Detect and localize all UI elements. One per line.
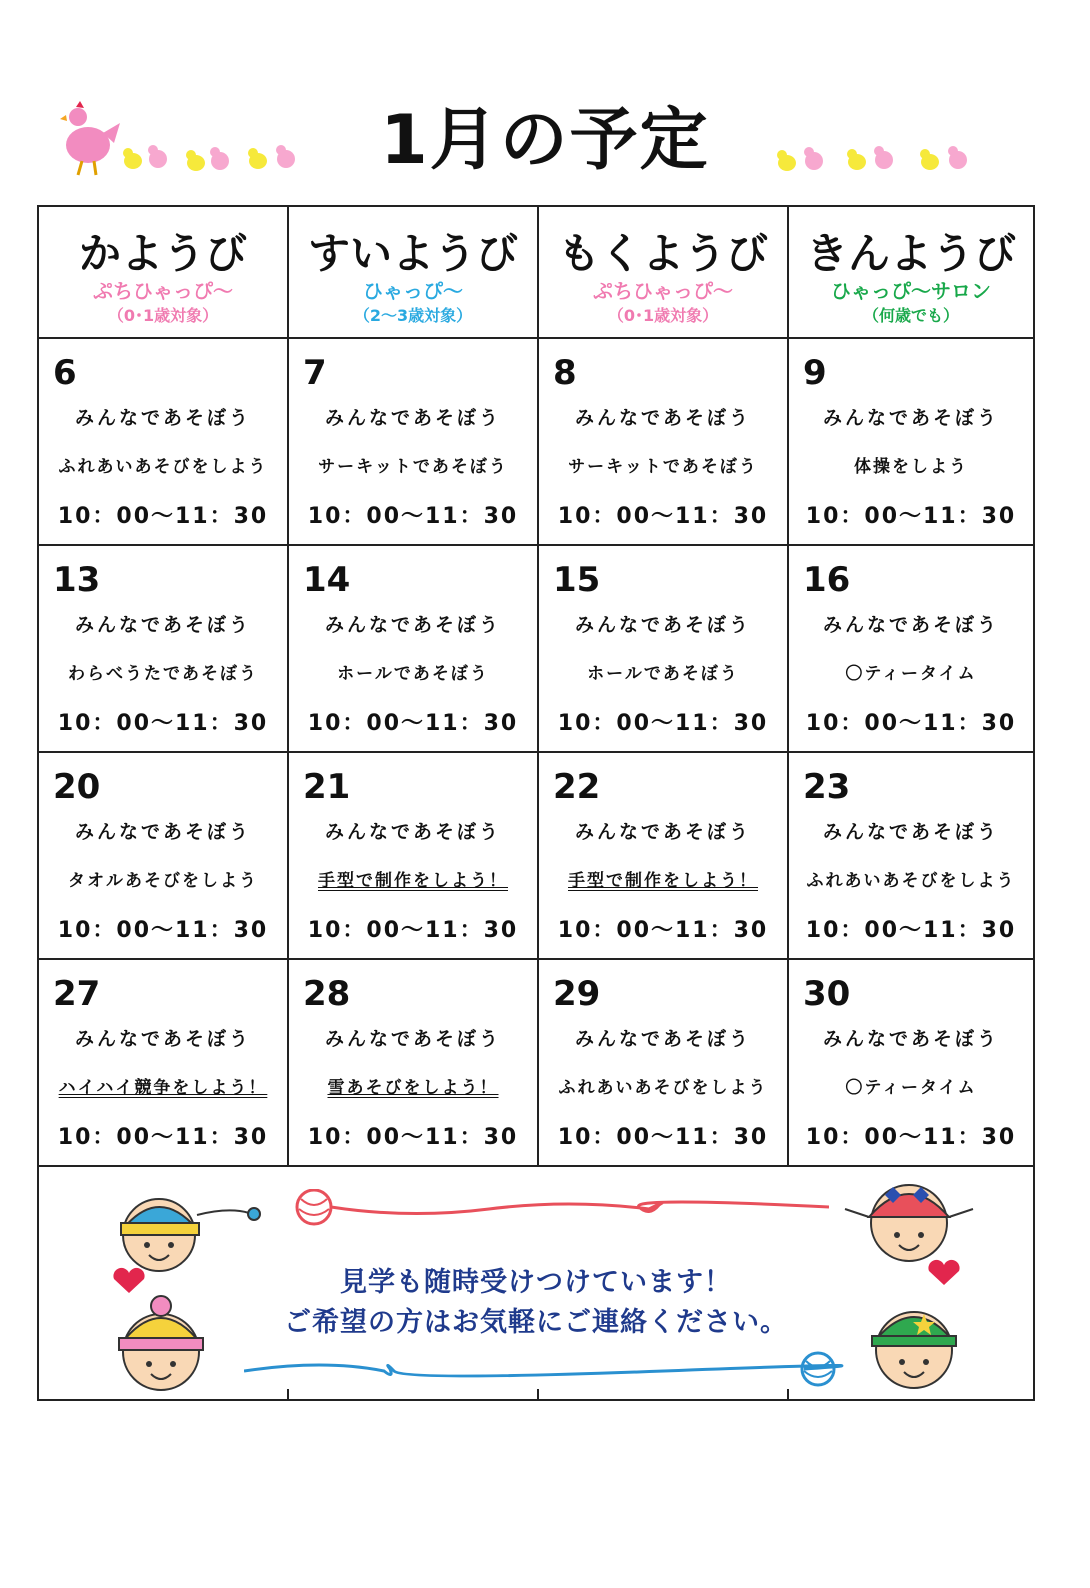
activity-detail: ホールであそぼう	[587, 664, 739, 684]
day-cell	[39, 753, 289, 960]
program-label: ぷちひゃっぴ～	[93, 279, 233, 303]
activity-title: みんなであそぼう	[574, 1028, 751, 1050]
day-cell	[39, 960, 289, 1167]
date-number: 14	[303, 560, 351, 600]
day-cell	[539, 339, 789, 546]
date-number: 20	[53, 767, 101, 807]
day-cell	[539, 546, 789, 753]
header-thursday	[539, 207, 789, 339]
date-number: 16	[803, 560, 851, 600]
activity-title: みんなであそぼう	[324, 614, 501, 636]
weekday-label: もくようび	[557, 229, 768, 278]
weekday-label: きんようび	[805, 229, 1016, 278]
date-number: 13	[53, 560, 101, 600]
day-cell	[539, 753, 789, 960]
date-number: 8	[553, 353, 577, 393]
day-cell	[539, 960, 789, 1167]
day-cell	[789, 339, 1033, 546]
time-range: 10：00～11：30	[805, 711, 1017, 736]
header-tuesday	[39, 207, 289, 339]
activity-title: みんなであそぼう	[574, 821, 751, 843]
age-label: （何歳でも）	[862, 306, 959, 325]
activity-title: みんなであそぼう	[74, 614, 251, 636]
chick-icon	[847, 149, 866, 170]
activity-title: みんなであそぼう	[822, 407, 999, 429]
chick-icon	[948, 146, 967, 169]
activity-detail: ふれあいあそびをしよう	[558, 1078, 768, 1098]
activity-detail: 体操をしよう	[854, 457, 968, 477]
child-face-icon	[99, 1185, 269, 1275]
date-number: 9	[803, 353, 827, 393]
activity-detail: ホールであそぼう	[337, 664, 489, 684]
program-label: ぷちひゃっぴ～	[593, 279, 733, 303]
time-range: 10：00～11：30	[57, 504, 269, 529]
day-cell	[289, 546, 539, 753]
time-range: 10：00～11：30	[805, 1125, 1017, 1150]
time-range: 10：00～11：30	[805, 504, 1017, 529]
day-cell	[289, 960, 539, 1167]
activity-detail: ふれあいあそびをしよう	[806, 871, 1016, 891]
time-range: 10：00～11：30	[557, 711, 769, 736]
yarn-ball-icon	[289, 1189, 829, 1229]
activity-title: みんなであそぼう	[324, 407, 501, 429]
chick-icon	[777, 150, 796, 171]
chick-icon	[248, 148, 267, 169]
date-number: 7	[303, 353, 327, 393]
date-number: 29	[553, 974, 601, 1014]
hen-and-chicks-decoration	[58, 95, 308, 185]
activity-title: みんなであそぼう	[74, 821, 251, 843]
calendar-grid	[39, 207, 1033, 1167]
date-number: 27	[53, 974, 101, 1014]
day-cell	[289, 339, 539, 546]
date-number: 21	[303, 767, 351, 807]
chick-icon	[186, 150, 205, 171]
chick-icon	[210, 147, 229, 170]
day-cell	[39, 339, 289, 546]
weekday-label: かようび	[78, 229, 247, 278]
age-label: （0･1歳対象）	[107, 306, 219, 325]
chicks-decoration	[772, 135, 982, 185]
notice-line: ご希望の方はお気軽にご連絡ください。	[284, 1307, 788, 1338]
activity-detail: 手型で制作をしよう！	[318, 871, 508, 891]
hen-icon	[60, 101, 120, 175]
age-label: （0･1歳対象）	[607, 306, 719, 325]
time-range: 10：00～11：30	[307, 504, 519, 529]
activity-title: みんなであそぼう	[574, 614, 751, 636]
day-cell	[39, 546, 289, 753]
child-face-icon	[839, 1175, 979, 1265]
day-cell	[289, 753, 539, 960]
activity-detail: わらべうたであそぼう	[68, 664, 258, 684]
day-cell	[789, 753, 1033, 960]
date-number: 22	[553, 767, 601, 807]
activity-detail: 手型で制作をしよう！	[568, 871, 758, 891]
time-range: 10：00～11：30	[307, 711, 519, 736]
header-friday	[789, 207, 1033, 339]
activity-detail: 〇ティータイム	[845, 1078, 977, 1098]
chick-icon	[920, 149, 939, 170]
time-range: 10：00～11：30	[307, 918, 519, 943]
activity-detail: 〇ティータイム	[845, 664, 977, 684]
activity-title: みんなであそぼう	[324, 821, 501, 843]
date-number: 23	[803, 767, 851, 807]
time-range: 10：00～11：30	[557, 918, 769, 943]
activity-title: みんなであそぼう	[74, 1028, 251, 1050]
activity-detail: サーキットであそぼう	[568, 457, 758, 477]
weekday-label: すいようび	[307, 229, 518, 278]
date-number: 6	[53, 353, 77, 393]
notice-line: 見学も随時受けつけています！	[340, 1267, 732, 1298]
activity-title: みんなであそぼう	[74, 407, 251, 429]
day-cell	[789, 546, 1033, 753]
activity-title: みんなであそぼう	[822, 1028, 999, 1050]
program-label: ひゃっぴ～サロン	[831, 279, 991, 303]
page-title: 1月の予定	[380, 101, 710, 180]
chick-icon	[276, 145, 295, 168]
date-number: 15	[553, 560, 601, 600]
activity-detail: サーキットであそぼう	[318, 457, 508, 477]
time-range: 10：00～11：30	[805, 918, 1017, 943]
time-range: 10：00～11：30	[57, 918, 269, 943]
activity-detail: タオルあそびをしよう	[68, 871, 258, 891]
activity-detail: ふれあいあそびをしよう	[58, 457, 268, 477]
activity-detail: 雪あそびをしよう！	[327, 1078, 499, 1098]
activity-title: みんなであそぼう	[822, 614, 999, 636]
time-range: 10：00～11：30	[307, 1125, 519, 1150]
date-number: 28	[303, 974, 351, 1014]
activity-title: みんなであそぼう	[574, 407, 751, 429]
header-wednesday	[289, 207, 539, 339]
program-label: ひゃっぴ～	[363, 279, 463, 303]
time-range: 10：00～11：30	[57, 1125, 269, 1150]
notice-area	[39, 1167, 1033, 1399]
activity-detail: ハイハイ競争をしよう！	[58, 1078, 268, 1098]
yarn-ball-icon	[244, 1349, 844, 1389]
time-range: 10：00～11：30	[557, 1125, 769, 1150]
activity-title: みんなであそぼう	[822, 821, 999, 843]
notice-text	[39, 1263, 1033, 1343]
chick-icon	[123, 148, 142, 169]
time-range: 10：00～11：30	[57, 711, 269, 736]
chick-icon	[148, 145, 167, 168]
age-label: （2～3歳対象）	[353, 306, 473, 325]
day-cell	[789, 960, 1033, 1167]
schedule-calendar	[37, 205, 1035, 1401]
chick-icon	[874, 146, 893, 169]
chick-icon	[804, 147, 823, 170]
date-number: 30	[803, 974, 851, 1014]
activity-title: みんなであそぼう	[324, 1028, 501, 1050]
time-range: 10：00～11：30	[557, 504, 769, 529]
